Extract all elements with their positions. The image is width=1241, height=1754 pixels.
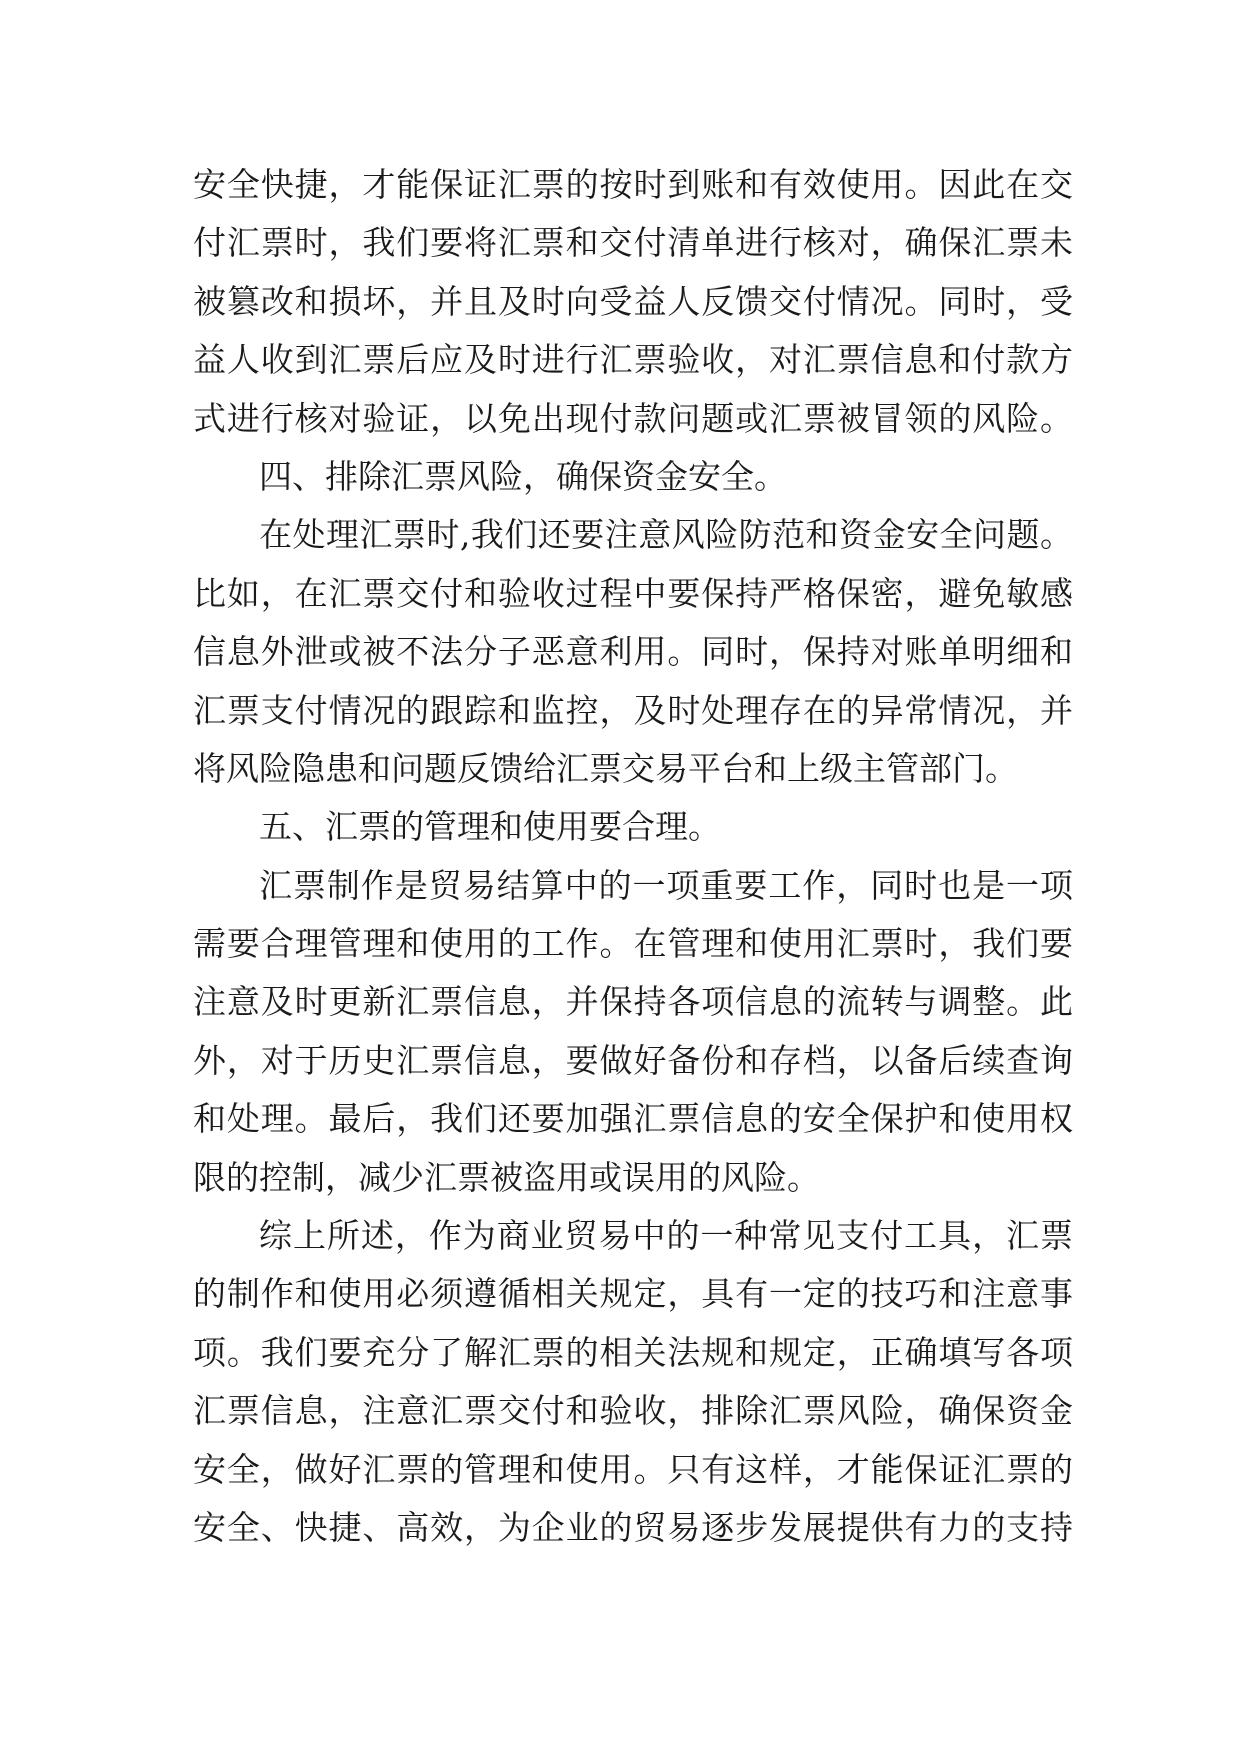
text-line: 付汇票时，我们要将汇票和交付清单进行核对，确保汇票未 [193, 223, 1073, 263]
text-line: 需要合理管理和使用的工作。在管理和使用汇票时，我们要 [193, 924, 1073, 964]
body-text [193, 156, 1073, 1557]
text-line: 益人收到汇票后应及时进行汇票验收，对汇票信息和付款方 [193, 340, 1073, 380]
text-line: 安全快捷，才能保证汇票的按时到账和有效使用。因此在交 [193, 165, 1073, 204]
text-line: 和处理。最后，我们还要加强汇票信息的安全保护和使用权 [193, 1099, 1073, 1139]
text-line: 的制作和使用必须遵循相关规定，具有一定的技巧和注意事 [193, 1274, 1073, 1314]
text-line: 项。我们要充分了解汇票的相关法规和规定，正确填写各项 [193, 1332, 1073, 1372]
text-line: 式进行核对验证，以免出现付款问题或汇票被冒领的风险。 [193, 398, 1073, 438]
text-line: 信息外泄或被不法分子恶意利用。同时，保持对账单明细和 [193, 632, 1073, 672]
text-line: 综上所述，作为商业贸易中的一种常见支付工具，汇票 [259, 1216, 1073, 1256]
text-line: 安全，做好汇票的管理和使用。只有这样，才能保证汇票的 [193, 1449, 1073, 1489]
text-line: 在处理汇票时,我们还要注意风险防范和资金安全问题。 [259, 515, 1073, 555]
section-heading: 四、排除汇票风险，确保资金安全。 [259, 456, 787, 496]
text-line: 汇票信息，注意汇票交付和验收，排除汇票风险，确保资金 [193, 1391, 1073, 1431]
text-line: 安全、快捷、高效，为企业的贸易逐步发展提供有力的支持 [193, 1507, 1073, 1547]
text-line: 汇票制作是贸易结算中的一项重要工作，同时也是一项 [259, 865, 1073, 905]
text-line: 比如，在汇票交付和验收过程中要保持严格保密，避免敏感 [193, 573, 1073, 613]
section-heading: 五、汇票的管理和使用要合理。 [259, 807, 721, 847]
text-line: 被篡改和损坏，并且及时向受益人反馈交付情况。同时，受 [193, 281, 1073, 321]
text-line: 将风险隐患和问题反馈给汇票交易平台和上级主管部门。 [193, 748, 1018, 788]
text-line: 外，对于历史汇票信息，要做好备份和存档，以备后续查询 [193, 1040, 1073, 1080]
text-line: 注意及时更新汇票信息，并保持各项信息的流转与调整。此 [193, 982, 1073, 1022]
text-line: 汇票支付情况的跟踪和监控，及时处理存在的异常情况，并 [193, 690, 1073, 730]
text-line: 限的控制，减少汇票被盗用或误用的风险。 [193, 1157, 820, 1197]
